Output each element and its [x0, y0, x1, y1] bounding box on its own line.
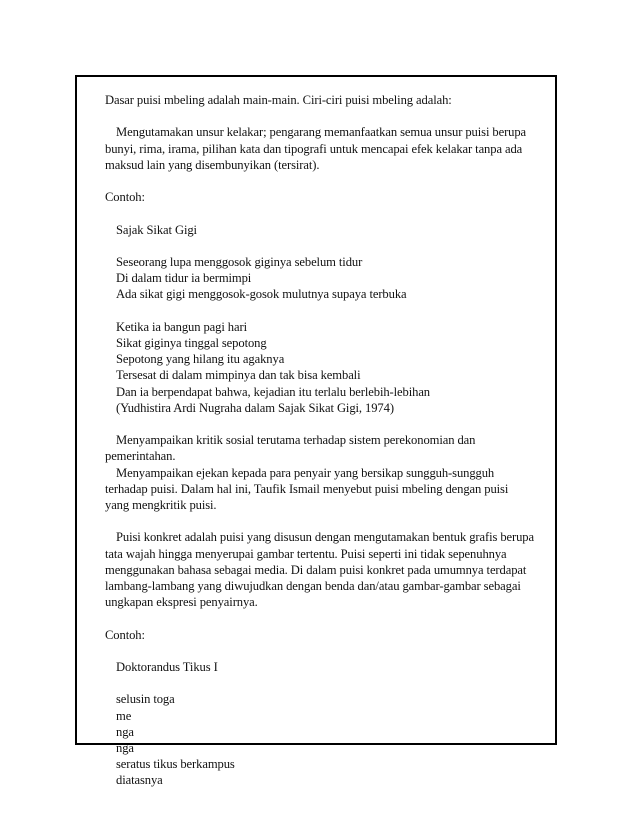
- concrete-poetry-paragraph: Puisi konkret adalah puisi yang disusun dengan mengutamakan bentuk grafis berupa tata wajah hingga menyerupai gambar tertentu. Puisi seperti ini tidak sepenuhnya menggunakan bahasa sebagai media. Di dalam puisi konkret pada umumnya terdapat lambang-lambang yang diwujudkan dengan benda dan/atau gambar-gambar sebagai ungkapan ekspresi penyairnya.: [105, 530, 534, 610]
- poem-line: diatasnya: [116, 773, 163, 788]
- poem-stanza-1: [105, 254, 535, 303]
- poem-citation: (Yudhistira Ardi Nugraha dalam Sajak Sikat Gigi, 1974): [116, 400, 394, 415]
- poem-line: Ketika ia bangun pagi hari: [116, 319, 247, 334]
- poem-line: Sikat giginya tinggal sepotong: [116, 335, 267, 350]
- poem-line: seratus tikus berkampus: [116, 757, 235, 772]
- document-body: [105, 92, 535, 805]
- poem-line: me: [116, 708, 132, 723]
- intro-paragraph: Dasar puisi mbeling adalah main-main. Ciri-ciri puisi mbeling adalah:: [105, 93, 452, 107]
- poem-title-sikat-gigi: Sajak Sikat Gigi: [116, 222, 197, 237]
- example-label-1: Contoh:: [105, 190, 145, 205]
- poem-line: Seseorang lupa menggosok giginya sebelum tidur: [116, 254, 363, 269]
- point-mockery-paragraph: Menyampaikan ejekan kepada para penyair yang bersikap sungguh-sungguh terhadap puisi. Dalam hal ini, Taufik Ismail menyebut puisi mbeling dengan puisi yang mengkritik puisi.: [105, 465, 509, 512]
- poem-line: Tersesat di dalam mimpinya dan tak bisa kembali: [116, 368, 361, 383]
- poem-line: Sepotong yang hilang itu agaknya: [116, 352, 285, 367]
- poem-line: selusin toga: [116, 692, 175, 707]
- poem-title-doktorandus-tikus: Doktorandus Tikus I: [116, 659, 218, 674]
- poem-line: Ada sikat gigi menggosok-gosok mulutnya supaya terbuka: [116, 287, 407, 302]
- point-humor-paragraph: Mengutamakan unsur kelakar; pengarang memanfaatkan semua unsur puisi berupa bunyi, rima, irama, pilihan kata dan tipografi untuk mencapai efek kelakar tanpa ada maksud lain yang disembunyikan (tersirat).: [105, 125, 527, 172]
- point-social-critique-paragraph: Menyampaikan kritik sosial terutama terhadap sistem perekonomian dan pemerintahan.: [105, 433, 476, 464]
- example-label-2: Contoh:: [105, 627, 145, 642]
- poem-concrete-lines: [105, 691, 535, 788]
- poem-stanza-2: [105, 319, 535, 416]
- poem-line: Dan ia berpendapat bahwa, kejadian itu terlalu berlebih-lebihan: [116, 384, 431, 399]
- poem-line: nga: [116, 724, 134, 739]
- poem-line: nga: [116, 740, 134, 755]
- poem-line: Di dalam tidur ia bermimpi: [116, 271, 252, 286]
